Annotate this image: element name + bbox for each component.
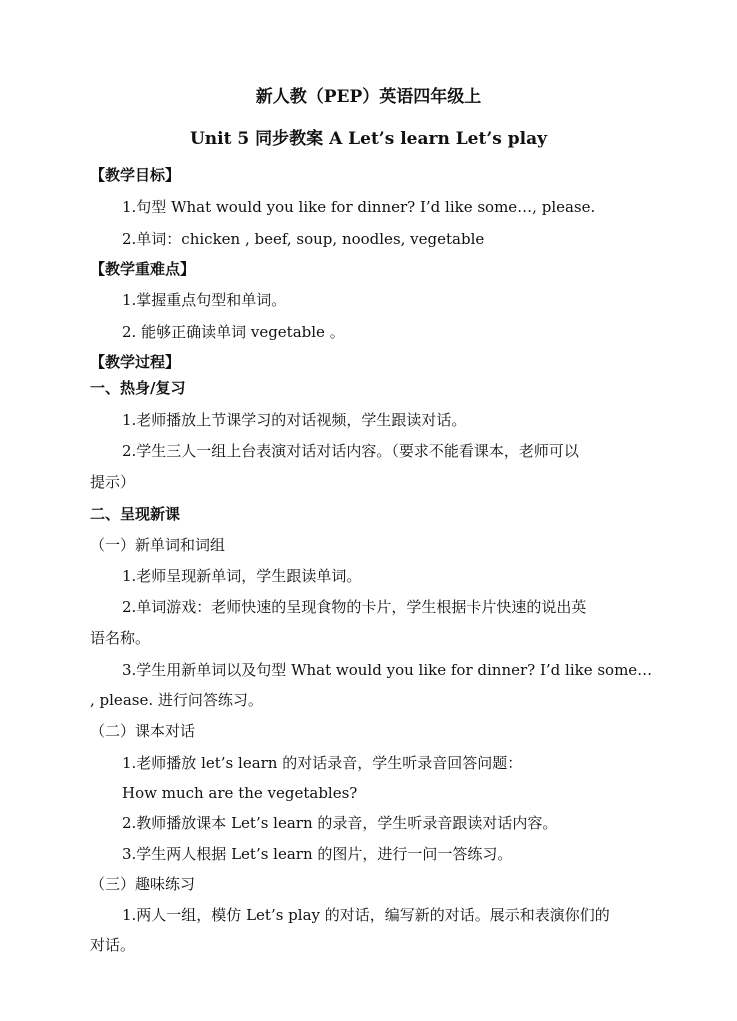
objective-item: 1.句型 What would you like for dinner? I’d like some…, please. [122, 198, 596, 216]
new-lesson-heading: 二、呈现新课 [90, 505, 181, 523]
objective-item: 2.单词：chicken , beef, soup, noodles, vegetable [122, 230, 485, 248]
key-point-item: 2. 能够正确读单词 vegetable 。 [122, 323, 345, 341]
process-heading: 【教学过程】 [90, 353, 181, 371]
part3-heading: （三）趣味练习 [90, 875, 196, 893]
part2-heading: （二）课本对话 [90, 722, 196, 740]
part1-item: 1.老师呈现新单词，学生跟读单词。 [122, 567, 362, 585]
part1-heading: （一）新单词和词组 [90, 536, 226, 554]
warmup-item: 1.老师播放上节课学习的对话视频，学生跟读对话。 [122, 411, 467, 429]
part3-item: 对话。 [90, 936, 136, 954]
warmup-item: 2.学生三人一组上台表演对话对话内容。（要求不能看课本，老师可以 [122, 442, 579, 460]
part2-item: 3.学生两人根据 Let’s learn 的图片，进行一问一答练习。 [122, 845, 513, 863]
part1-item: 3.学生用新单词以及句型 What would you like for dinner? I’d like some… [122, 661, 653, 679]
document-title: 新人教（PEP）英语四年级上 [255, 87, 482, 107]
part1-item: 2.单词游戏：老师快速的呈现食物的卡片，学生根据卡片快速的说出英 [122, 598, 587, 616]
key-points-heading: 【教学重难点】 [90, 260, 196, 278]
part2-item: 1.老师播放 let’s learn 的对话录音，学生听录音回答问题： [122, 754, 523, 772]
key-point-item: 1.掌握重点句型和单词。 [122, 291, 287, 309]
document-subtitle: Unit 5 同步教案 A Let’s learn Let’s play [189, 129, 547, 149]
objectives-heading: 【教学目标】 [90, 166, 181, 184]
part1-item: 语名称。 [90, 629, 151, 647]
part2-item: How much are the vegetables? [122, 784, 358, 802]
part2-item: 2.教师播放课本 Let’s learn 的录音，学生听录音跟读对话内容。 [122, 814, 558, 832]
part3-item: 1.两人一组，模仿 Let’s play 的对话，编写新的对话。展示和表演你们的 [122, 906, 610, 924]
warmup-item: 提示） [90, 473, 136, 491]
warmup-heading: 一、热身/复习 [90, 379, 186, 397]
part1-item: , please. 进行问答练习。 [90, 691, 263, 709]
